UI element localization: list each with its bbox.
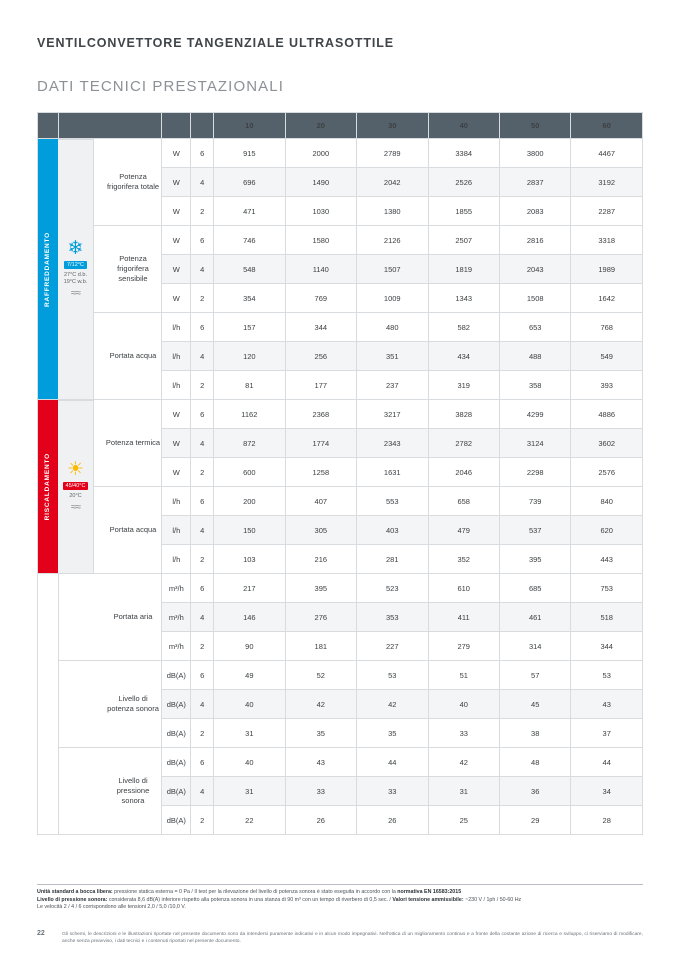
unit-cell: l/h	[162, 371, 191, 400]
value-cell: 685	[499, 574, 570, 603]
value-cell: 1855	[428, 197, 499, 226]
column-header-30: 30	[357, 113, 428, 139]
speed-cell: 6	[191, 226, 214, 255]
value-cell: 352	[428, 545, 499, 574]
row-label: Portata acqua	[58, 487, 162, 574]
unit-cell: dB(A)	[162, 719, 191, 748]
value-cell: 2816	[499, 226, 570, 255]
row-label: Portata acqua	[58, 313, 162, 400]
value-cell: 3828	[428, 400, 499, 429]
band-label: RAFFREDDAMENTO	[44, 231, 52, 307]
value-cell: 915	[214, 139, 285, 168]
value-cell: 26	[285, 806, 356, 835]
value-cell: 103	[214, 545, 285, 574]
temperature-badge: 45/40°C	[63, 482, 89, 490]
value-cell: 3384	[428, 139, 499, 168]
value-cell: 150	[214, 516, 285, 545]
footer-note1-bold2: normativa EN 16583:2015	[397, 889, 462, 895]
value-cell: 28	[571, 806, 643, 835]
page-number: 22	[37, 930, 45, 937]
footer-notes	[37, 884, 643, 912]
value-cell: 2042	[357, 168, 428, 197]
unit-cell: dB(A)	[162, 661, 191, 690]
unit-cell: m³/h	[162, 632, 191, 661]
unit-cell: W	[162, 226, 191, 255]
airflow-icon: ≈≈	[71, 287, 80, 299]
speed-cell: 6	[191, 139, 214, 168]
value-cell: 351	[357, 342, 428, 371]
header-blank-band	[38, 113, 59, 139]
speed-cell: 6	[191, 661, 214, 690]
value-cell: 276	[285, 603, 356, 632]
value-cell: 216	[285, 545, 356, 574]
column-header-40: 40	[428, 113, 499, 139]
value-cell: 4299	[499, 400, 570, 429]
value-cell: 51	[428, 661, 499, 690]
value-cell: 42	[428, 748, 499, 777]
band-heating	[38, 400, 59, 574]
row-label: Portata aria	[58, 574, 162, 661]
unit-cell: W	[162, 284, 191, 313]
value-cell: 31	[214, 719, 285, 748]
value-cell: 305	[285, 516, 356, 545]
value-cell: 393	[571, 371, 643, 400]
value-cell: 443	[571, 545, 643, 574]
unit-cell: W	[162, 255, 191, 284]
value-cell: 2298	[499, 458, 570, 487]
value-cell: 36	[499, 777, 570, 806]
value-cell: 2083	[499, 197, 570, 226]
value-cell: 1162	[214, 400, 285, 429]
unit-cell: l/h	[162, 545, 191, 574]
value-cell: 29	[499, 806, 570, 835]
speed-cell: 6	[191, 574, 214, 603]
unit-cell: m³/h	[162, 603, 191, 632]
value-cell: 461	[499, 603, 570, 632]
value-cell: 2782	[428, 429, 499, 458]
value-cell: 2000	[285, 139, 356, 168]
table-row	[38, 400, 643, 429]
speed-cell: 2	[191, 719, 214, 748]
value-cell: 26	[357, 806, 428, 835]
value-cell: 81	[214, 371, 285, 400]
condition-note: 27°C d.b. 19°C w.b.	[63, 272, 88, 285]
speed-cell: 2	[191, 806, 214, 835]
value-cell: 42	[357, 690, 428, 719]
value-cell: 620	[571, 516, 643, 545]
table-row	[38, 139, 643, 168]
speed-cell: 6	[191, 748, 214, 777]
value-cell: 217	[214, 574, 285, 603]
value-cell: 1009	[357, 284, 428, 313]
band-cooling	[38, 139, 59, 400]
value-cell: 1580	[285, 226, 356, 255]
value-cell: 753	[571, 574, 643, 603]
value-cell: 2576	[571, 458, 643, 487]
value-cell: 3602	[571, 429, 643, 458]
value-cell: 40	[428, 690, 499, 719]
value-cell: 354	[214, 284, 285, 313]
speed-cell: 2	[191, 632, 214, 661]
value-cell: 1258	[285, 458, 356, 487]
value-cell: 33	[428, 719, 499, 748]
value-cell: 1508	[499, 284, 570, 313]
table-row	[38, 661, 643, 690]
value-cell: 2507	[428, 226, 499, 255]
value-cell: 57	[499, 661, 570, 690]
value-cell: 696	[214, 168, 285, 197]
value-cell: 177	[285, 371, 356, 400]
value-cell: 34	[571, 777, 643, 806]
unit-cell: l/h	[162, 313, 191, 342]
column-header-60: 60	[571, 113, 643, 139]
value-cell: 1819	[428, 255, 499, 284]
header-blank-label	[58, 113, 162, 139]
value-cell: 739	[499, 487, 570, 516]
value-cell: 403	[357, 516, 428, 545]
value-cell: 40	[214, 690, 285, 719]
value-cell: 2126	[357, 226, 428, 255]
row-label: Potenza termica	[58, 400, 162, 487]
value-cell: 358	[499, 371, 570, 400]
unit-cell: W	[162, 458, 191, 487]
value-cell: 653	[499, 313, 570, 342]
unit-cell: dB(A)	[162, 748, 191, 777]
value-cell: 200	[214, 487, 285, 516]
value-cell: 53	[357, 661, 428, 690]
value-cell: 44	[357, 748, 428, 777]
speed-cell: 6	[191, 313, 214, 342]
value-cell: 3192	[571, 168, 643, 197]
value-cell: 1490	[285, 168, 356, 197]
speed-cell: 2	[191, 371, 214, 400]
value-cell: 279	[428, 632, 499, 661]
footer-note2-bold: Livello di pressione sonora:	[37, 896, 108, 903]
page-subtitle: DATI TECNICI PRESTAZIONALI	[37, 78, 284, 95]
value-cell: 768	[571, 313, 643, 342]
value-cell: 480	[357, 313, 428, 342]
table-row	[38, 487, 643, 516]
header-blank-unit	[162, 113, 191, 139]
speed-cell: 6	[191, 400, 214, 429]
value-cell: 471	[214, 197, 285, 226]
speed-cell: 2	[191, 545, 214, 574]
value-cell: 1642	[571, 284, 643, 313]
table-row	[38, 574, 643, 603]
unit-cell: W	[162, 168, 191, 197]
airflow-icon: ≈≈	[71, 501, 80, 513]
unit-cell: W	[162, 197, 191, 226]
value-cell: 40	[214, 748, 285, 777]
speed-cell: 4	[191, 690, 214, 719]
value-cell: 3800	[499, 139, 570, 168]
value-cell: 2526	[428, 168, 499, 197]
speed-cell: 2	[191, 284, 214, 313]
value-cell: 2368	[285, 400, 356, 429]
row-label: Livello di potenza sonora	[58, 661, 162, 748]
value-cell: 227	[357, 632, 428, 661]
value-cell: 658	[428, 487, 499, 516]
page-title: VENTILCONVETTORE TANGENZIALE ULTRASOTTILE	[37, 36, 395, 50]
value-cell: 90	[214, 632, 285, 661]
value-cell: 2043	[499, 255, 570, 284]
unit-cell: dB(A)	[162, 690, 191, 719]
temperature-badge: 7/12°C	[64, 261, 87, 269]
value-cell: 2789	[357, 139, 428, 168]
value-cell: 1989	[571, 255, 643, 284]
value-cell: 872	[214, 429, 285, 458]
speed-cell: 2	[191, 197, 214, 226]
value-cell: 479	[428, 516, 499, 545]
row-label: Potenza frigorifera sensibile	[58, 226, 162, 313]
value-cell: 237	[357, 371, 428, 400]
snowflake-icon: ❄	[67, 238, 84, 260]
speed-cell: 4	[191, 516, 214, 545]
value-cell: 1631	[357, 458, 428, 487]
speed-cell: 4	[191, 777, 214, 806]
value-cell: 157	[214, 313, 285, 342]
band-condition-panel-cooling	[58, 139, 94, 400]
speed-cell: 4	[191, 429, 214, 458]
value-cell: 256	[285, 342, 356, 371]
value-cell: 22	[214, 806, 285, 835]
table-header	[38, 113, 643, 139]
value-cell: 1030	[285, 197, 356, 226]
value-cell: 582	[428, 313, 499, 342]
legal-disclaimer: Gli schemi, le descrizioni e le illustrazioni riportate nel presente documento sono da intendersi puramente indicativi e in alcun modo impegnativi. Nell'ottica di un miglioramento continuo e a fronte della costante azione di ricerca e sviluppo, ci riserviamo di modificare, anche senza preavviso, i dati tecnici e i contenuti riportati nel presente documento.	[62, 932, 643, 945]
value-cell: 600	[214, 458, 285, 487]
value-cell: 37	[571, 719, 643, 748]
value-cell: 2046	[428, 458, 499, 487]
speed-cell: 4	[191, 168, 214, 197]
value-cell: 35	[357, 719, 428, 748]
unit-cell: W	[162, 429, 191, 458]
speed-cell: 4	[191, 603, 214, 632]
value-cell: 2287	[571, 197, 643, 226]
value-cell: 319	[428, 371, 499, 400]
value-cell: 43	[285, 748, 356, 777]
value-cell: 488	[499, 342, 570, 371]
table-row	[38, 748, 643, 777]
value-cell: 1507	[357, 255, 428, 284]
value-cell: 52	[285, 661, 356, 690]
value-cell: 53	[571, 661, 643, 690]
value-cell: 549	[571, 342, 643, 371]
value-cell: 548	[214, 255, 285, 284]
value-cell: 44	[571, 748, 643, 777]
value-cell: 146	[214, 603, 285, 632]
band-empty	[38, 574, 59, 835]
value-cell: 3318	[571, 226, 643, 255]
value-cell: 49	[214, 661, 285, 690]
unit-cell: l/h	[162, 487, 191, 516]
footer-note2-text2: ~230 V / 1ph / 50-60 Hz	[463, 896, 522, 903]
value-cell: 42	[285, 690, 356, 719]
row-label: Livello di pressione sonora	[58, 748, 162, 835]
speed-cell: 4	[191, 255, 214, 284]
value-cell: 33	[357, 777, 428, 806]
unit-cell: dB(A)	[162, 777, 191, 806]
column-header-10: 10	[214, 113, 285, 139]
condition-note: 20°C	[69, 493, 82, 500]
value-cell: 2343	[357, 429, 428, 458]
value-cell: 3124	[499, 429, 570, 458]
table-row	[38, 313, 643, 342]
speed-cell: 6	[191, 487, 214, 516]
value-cell: 120	[214, 342, 285, 371]
value-cell: 537	[499, 516, 570, 545]
value-cell: 1343	[428, 284, 499, 313]
column-header-50: 50	[499, 113, 570, 139]
footer-note2-text: considerata 8,6 dB(A) inferiore rispetto alla potenza sonora in una stanza di 90 m³ con un tempo di riverbero di 0,5 sec. /	[107, 896, 393, 903]
value-cell: 4467	[571, 139, 643, 168]
value-cell: 344	[571, 632, 643, 661]
row-label: Potenza frigorifera totale	[58, 139, 162, 226]
footer-note2-bold2: Valori tensione ammissibile:	[392, 896, 464, 903]
sun-icon: ☀	[66, 459, 85, 481]
value-cell: 1140	[285, 255, 356, 284]
value-cell: 769	[285, 284, 356, 313]
band-label: RISCALDAMENTO	[44, 452, 52, 521]
unit-cell: l/h	[162, 516, 191, 545]
value-cell: 314	[499, 632, 570, 661]
header-blank-speed	[191, 113, 214, 139]
value-cell: 25	[428, 806, 499, 835]
value-cell: 840	[571, 487, 643, 516]
unit-cell: l/h	[162, 342, 191, 371]
value-cell: 2837	[499, 168, 570, 197]
value-cell: 746	[214, 226, 285, 255]
footer-note1-text: pressione statica esterna = 0 Pa / Il test per la rilevazione del livello di potenza sonora è stato eseguita in accordo con la	[112, 889, 398, 895]
value-cell: 43	[571, 690, 643, 719]
value-cell: 31	[428, 777, 499, 806]
value-cell: 395	[285, 574, 356, 603]
unit-cell: W	[162, 139, 191, 168]
value-cell: 31	[214, 777, 285, 806]
footer-note1-bold: Unità standard a bocca libera:	[37, 889, 113, 895]
table-row	[38, 226, 643, 255]
value-cell: 344	[285, 313, 356, 342]
value-cell: 407	[285, 487, 356, 516]
value-cell: 610	[428, 574, 499, 603]
value-cell: 35	[285, 719, 356, 748]
value-cell: 45	[499, 690, 570, 719]
speed-cell: 4	[191, 342, 214, 371]
value-cell: 3217	[357, 400, 428, 429]
value-cell: 281	[357, 545, 428, 574]
value-cell: 181	[285, 632, 356, 661]
value-cell: 353	[357, 603, 428, 632]
value-cell: 1774	[285, 429, 356, 458]
table-body	[38, 139, 643, 835]
value-cell: 38	[499, 719, 570, 748]
value-cell: 4886	[571, 400, 643, 429]
column-header-20: 20	[285, 113, 356, 139]
value-cell: 411	[428, 603, 499, 632]
value-cell: 48	[499, 748, 570, 777]
value-cell: 434	[428, 342, 499, 371]
value-cell: 518	[571, 603, 643, 632]
speed-cell: 2	[191, 458, 214, 487]
value-cell: 1380	[357, 197, 428, 226]
footer-note3: Le velocità 2 / 4 / 6 corrispondono alle tensioni 2,0 / 5,0 /10,0 V.	[37, 904, 186, 911]
value-cell: 553	[357, 487, 428, 516]
value-cell: 33	[285, 777, 356, 806]
value-cell: 395	[499, 545, 570, 574]
band-condition-panel-heating	[58, 400, 94, 574]
technical-data-table	[37, 112, 643, 835]
unit-cell: W	[162, 400, 191, 429]
value-cell: 523	[357, 574, 428, 603]
unit-cell: m³/h	[162, 574, 191, 603]
unit-cell: dB(A)	[162, 806, 191, 835]
